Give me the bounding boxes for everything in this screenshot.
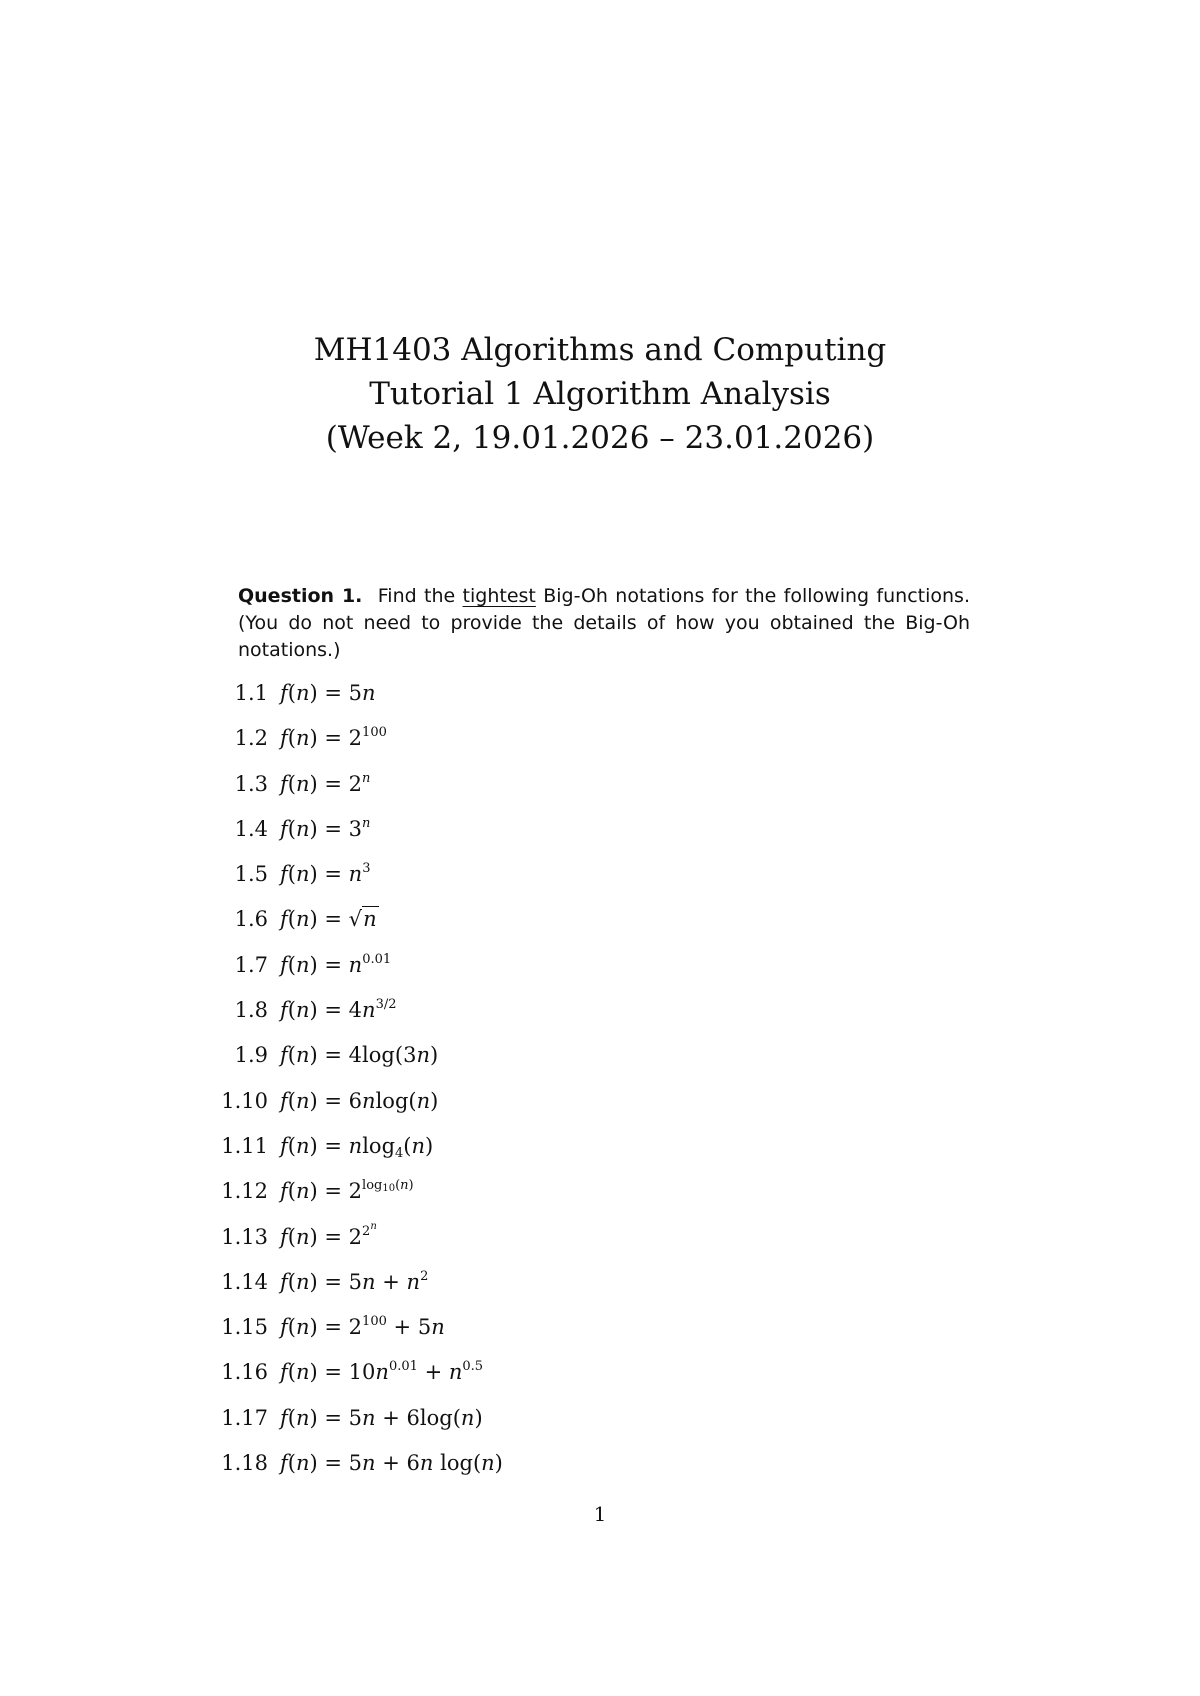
item-formula: f(n) = 5n	[280, 681, 376, 705]
item-number: 1.8	[234, 998, 268, 1023]
list-item	[0, 1086, 1200, 1131]
item-formula: $f(n) = n^3$	[280, 861, 371, 887]
item-number: 1.10	[221, 1088, 268, 1113]
item-number: 1.12	[221, 1179, 268, 1204]
list-item	[0, 814, 1200, 859]
item-number: 1.2	[234, 726, 268, 751]
function-list	[0, 678, 1200, 1493]
item-number: 1.18	[221, 1451, 268, 1476]
item-number: 1.16	[221, 1360, 268, 1385]
item-formula: $f(n) = n^{0.01}$	[280, 951, 392, 977]
item-number: 1.6	[234, 907, 268, 932]
item-number: 1.7	[234, 952, 268, 977]
item-formula: f(n) = √n	[280, 907, 377, 932]
item-formula: f(n) = 4log(3n)	[280, 1043, 439, 1068]
item-number: 1.3	[234, 771, 268, 796]
item-number: 1.11	[221, 1133, 268, 1158]
list-item	[0, 678, 1200, 723]
question-text-before: Find the	[377, 585, 456, 607]
week-dates: (Week 2, 19.01.2026 – 23.01.2026)	[325, 420, 875, 456]
item-number: 1.5	[234, 862, 268, 887]
question-intro	[238, 583, 970, 664]
item-number: 1.9	[234, 1043, 268, 1068]
list-item	[0, 1312, 1200, 1357]
question-label: Question 1.	[238, 585, 363, 607]
question-text-after: Big-Oh notations for the following functions. (You do not need to provide the details of how you obtained the Big-Oh notations.)	[238, 585, 970, 661]
list-item	[0, 995, 1200, 1040]
item-formula: $f(n) = 2^n$	[280, 770, 371, 796]
title-block	[0, 328, 1200, 460]
item-formula: f(n) = 6nlog(n)	[280, 1088, 439, 1113]
list-item	[0, 1448, 1200, 1493]
list-item	[0, 1357, 1200, 1402]
item-formula: $f(n) = 2^{2^n}$	[280, 1220, 377, 1249]
item-formula: $f(n) = 2^{log_{10}(n)}$	[280, 1178, 414, 1204]
item-formula: f(n) = 5n + 6n log(n)	[280, 1451, 503, 1476]
item-formula: $f(n) = 4n^{3/2}$	[280, 997, 397, 1023]
list-item	[0, 859, 1200, 904]
item-number: 1.4	[234, 816, 268, 841]
item-formula: f(n) = 5n + 6log(n)	[280, 1405, 483, 1430]
list-item	[0, 1403, 1200, 1448]
item-number: 1.17	[221, 1405, 268, 1430]
list-item	[0, 1131, 1200, 1176]
course-title: MH1403 Algorithms and Computing	[313, 332, 887, 368]
item-formula: $f(n) = 5n + n^2$	[280, 1268, 429, 1294]
list-item	[0, 950, 1200, 995]
item-formula: $f(n) = 2^{100} + 5n$	[280, 1314, 445, 1340]
list-item	[0, 1267, 1200, 1312]
list-item	[0, 1176, 1200, 1221]
list-item	[0, 904, 1200, 949]
item-number: 1.15	[221, 1315, 268, 1340]
question-emphasis: tightest	[462, 585, 536, 607]
list-item	[0, 1222, 1200, 1267]
item-formula: $f(n) = 10n^{0.01} + n^{0.5}$	[280, 1359, 484, 1385]
item-number: 1.13	[221, 1224, 268, 1249]
item-formula: $f(n) = 3^n$	[280, 815, 371, 841]
list-item	[0, 1040, 1200, 1085]
list-item	[0, 723, 1200, 768]
item-formula: $f(n) = 2^{100}$	[280, 725, 387, 751]
page-number: 1	[593, 1502, 607, 1526]
item-formula: f(n) = nlog$_4$(n)	[280, 1133, 434, 1161]
tutorial-title: Tutorial 1 Algorithm Analysis	[369, 376, 831, 412]
item-number: 1.14	[221, 1269, 268, 1294]
item-number: 1.1	[234, 681, 268, 705]
list-item	[0, 769, 1200, 814]
